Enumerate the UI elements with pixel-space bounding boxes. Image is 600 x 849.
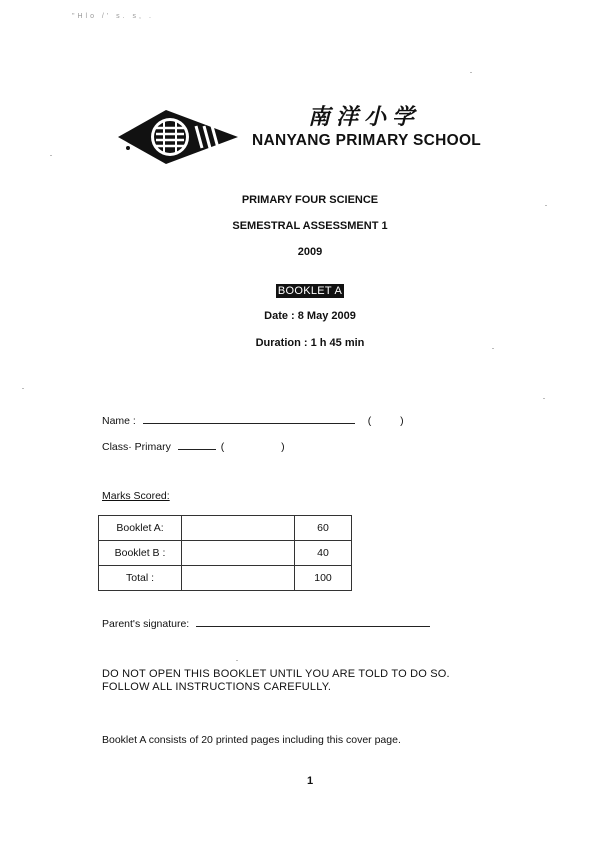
scan-speck: [236, 660, 238, 661]
instruction-line: FOLLOW ALL INSTRUCTIONS CAREFULLY.: [102, 681, 332, 693]
max-marks: 40: [295, 541, 352, 566]
row-label: Total :: [99, 566, 182, 591]
marks-table: [98, 515, 352, 591]
name-field[interactable]: [143, 413, 355, 424]
table-row: [99, 566, 352, 591]
page-number: 1: [306, 775, 314, 787]
year: 2009: [297, 246, 323, 258]
marks-title: Marks Scored:: [102, 490, 170, 502]
signature-row: [102, 616, 430, 630]
scan-speck: [50, 155, 52, 156]
exam-date: Date : 8 May 2009: [264, 310, 356, 322]
scan-marks: "Hlo /' s. s, .: [72, 13, 154, 20]
exam-duration: Duration : 1 h 45 min: [255, 337, 365, 349]
school-logo-icon: [118, 108, 238, 166]
class-paren-close: ): [281, 441, 285, 453]
booklet-badge: BOOKLET A: [277, 285, 343, 297]
signature-label: Parent's signature:: [102, 618, 190, 630]
instruction-line: DO NOT OPEN THIS BOOKLET UNTIL YOU ARE TOLD TO DO SO.: [102, 668, 450, 680]
class-paren-open: (: [220, 441, 225, 453]
score-cell[interactable]: [182, 516, 295, 541]
school-name-chinese: 南洋小学: [308, 104, 421, 130]
table-row: [99, 516, 352, 541]
scan-speck: [22, 388, 24, 389]
register-no-open: (: [367, 415, 372, 427]
name-label: Name :: [102, 415, 136, 427]
assessment-title: SEMESTRAL ASSESSMENT 1: [232, 220, 388, 232]
signature-field[interactable]: [196, 616, 430, 627]
table-row: [99, 541, 352, 566]
score-cell[interactable]: [182, 566, 295, 591]
class-row: [102, 439, 285, 453]
pages-note: Booklet A consists of 20 printed pages including this cover page.: [102, 734, 401, 746]
score-cell[interactable]: [182, 541, 295, 566]
class-label: Class· Primary: [102, 441, 171, 453]
scan-speck: [470, 72, 472, 73]
row-label: Booklet A:: [99, 516, 182, 541]
row-label: Booklet B :: [99, 541, 182, 566]
name-row: [102, 413, 404, 427]
max-marks: 100: [295, 566, 352, 591]
class-field[interactable]: [178, 439, 216, 450]
booklet-badge-row: [0, 284, 600, 298]
school-name: NANYANG PRIMARY SCHOOL: [252, 132, 482, 149]
subject-title: PRIMARY FOUR SCIENCE: [241, 194, 379, 206]
register-no-close: ): [400, 415, 404, 427]
scan-speck: [543, 398, 545, 399]
max-marks: 60: [295, 516, 352, 541]
